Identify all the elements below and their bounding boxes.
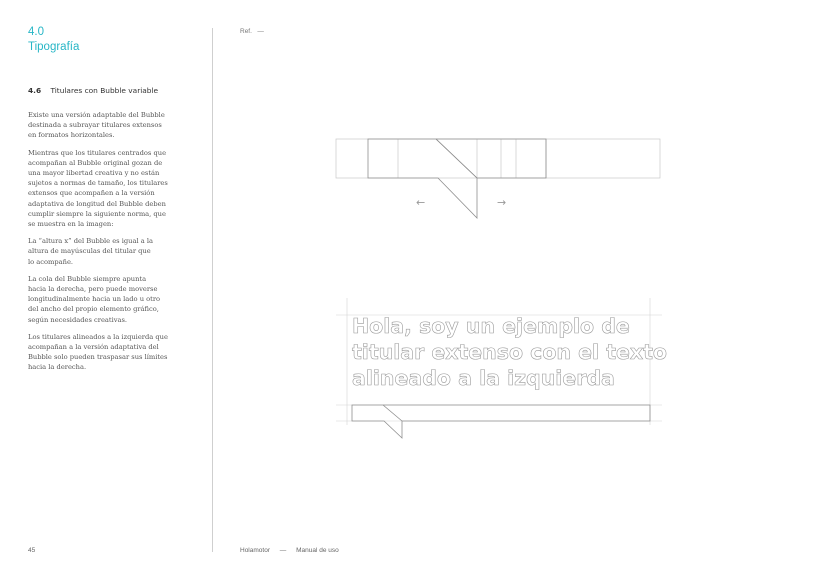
section-number: 4.0 <box>28 26 44 38</box>
body-paragraph: Mientras que los titulares centrados que acompañan al Bubble original gozan de una mayor libertad creativa y no están sujetos a normas de tamaño, los titulares extensos que acompañen a la versión adaptativa de longitud del Bubble deben cumplir siempre la siguiente norma, que se muestra en la imagen: <box>28 148 168 229</box>
page-number: 45 <box>28 547 36 554</box>
body-paragraph: Los titulares alineados a la izquierda que acompañan a la versión adaptativa del Bubble solo pueden traspasar sus límites hacia la derecha. <box>28 332 168 372</box>
headline-line-3: alineado a la izquierda <box>352 366 615 390</box>
ref-dash: — <box>257 28 264 35</box>
headline-line-1: Hola, soy un ejemplo de <box>352 314 630 338</box>
footer-separator: — <box>279 547 287 554</box>
body-paragraph: Existe una versión adaptable del Bubble destinada a subrayar titulares extensos en formatos horizontales. <box>28 111 165 140</box>
bubble-shape-bottom <box>352 405 650 438</box>
body-paragraph: La cola del Bubble siempre apunta hacia la derecha, pero puede moverse longitudinalmente hacia un lado u otro del ancho del propio elemento gráfico, según necesidades creativas. <box>28 274 161 324</box>
brand-name: Holamotor <box>240 547 270 554</box>
bubble-shape-top <box>368 139 546 218</box>
headline-line-2: titular extenso con el texto <box>352 340 668 364</box>
section-title: Tipografía <box>28 41 80 53</box>
footer-brand <box>240 547 347 554</box>
subsection-number: 4.6 <box>28 86 42 95</box>
arrow-left-icon: ← <box>416 196 426 209</box>
ref-text: Ref. <box>240 28 252 35</box>
body-paragraph: La “altura x” del Bubble es igual a la altura de mayúsculas del titular que lo acompañe. <box>28 237 153 266</box>
arrow-right-icon: → <box>497 196 507 209</box>
bubble-construction-diagram <box>336 139 660 178</box>
subsection-title: Titulares con Bubble variable <box>50 86 159 95</box>
document-name: Manual de uso <box>296 547 339 554</box>
outer-guide-box <box>336 139 660 178</box>
